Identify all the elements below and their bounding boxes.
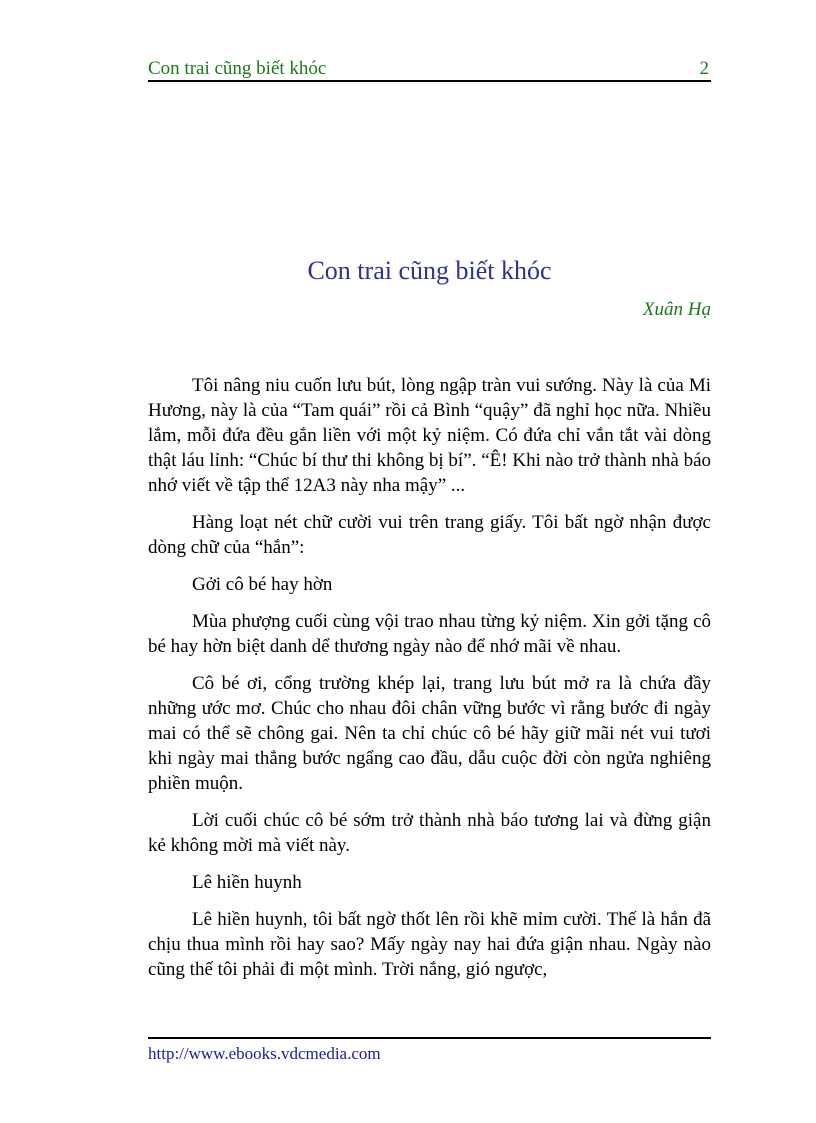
paragraph: Cô bé ơi, cổng trường khép lại, trang lưu bút mở ra là chứa đầy những ước mơ. Chúc cho nhau đôi chân vững bước vì rằng bước đi ngày mai có thể sẽ chông gai. Nên ta chỉ chúc cô bé hãy giữ mãi nét vui tươi khi ngày mai thẳng bước ngẩng cao đầu, dẫu cuộc đời còn ngửa nghiêng phiền muộn. (148, 673, 711, 794)
paragraph: Mùa phượng cuối cùng vội trao nhau từng kỷ niệm. Xin gởi tặng cô bé hay hờn biệt danh dể thương ngày nào để nhớ mãi về nhau. (148, 611, 711, 657)
paragraph: Tôi nâng niu cuốn lưu bút, lòng ngập tràn vui sướng. Này là của Mi Hương, này là của “Tam quái” rồi cả Bình “quậy” đã nghỉ học nữa. Nhiều lắm, mỗi đứa đều gắn liền với một kỷ niệm. Có đứa chỉ vắn tắt vài dòng thật láu lỉnh: “Chúc bí thư thi không bị bí”. “Ê! Khi nào trở thành nhà báo nhớ viết về tập thể 12A3 này nha mậy” ... (148, 375, 711, 496)
page-header (148, 58, 711, 82)
story-title: Con trai cũng biết khóc (307, 256, 552, 285)
header-title: Con trai cũng biết khóc (148, 58, 327, 79)
page-number: 2 (699, 58, 709, 79)
paragraph: Lê hiền huynh, tôi bất ngờ thốt lên rồi khẽ mỉm cười. Thế là hắn đã chịu thua mình rồi hay sao? Mấy ngày nay hai đứa giận nhau. Ngày nào cũng thế tôi phải đi một mình. Trời nắng, gió ngược, (148, 909, 711, 980)
paragraph: Lê hiền huynh (192, 872, 302, 893)
paragraph: Gởi cô bé hay hờn (192, 574, 333, 595)
paragraph: Lời cuối chúc cô bé sớm trở thành nhà báo tương lai và đừng giận kẻ không mời mà viết này. (148, 810, 711, 856)
footer-website-link[interactable]: http://www.ebooks.vdcmedia.com (148, 1044, 381, 1063)
footer-divider (148, 1037, 711, 1039)
story-body (148, 373, 711, 994)
paragraph: Hàng loạt nét chữ cười vui trên trang giấy. Tôi bất ngờ nhận được dòng chữ của “hắn”: (148, 512, 711, 558)
story-author: Xuân Hạ (642, 299, 711, 320)
